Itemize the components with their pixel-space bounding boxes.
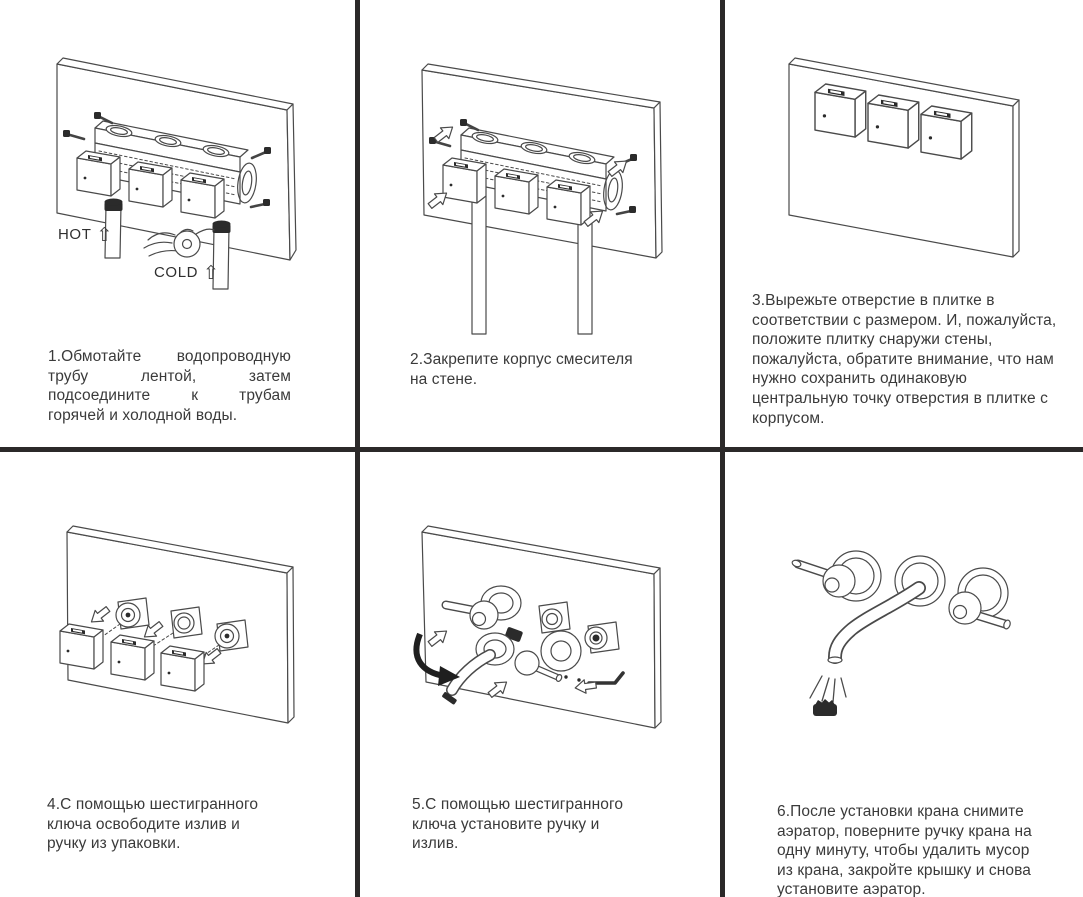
- step-1-caption: 1.Обмотайте водопроводную трубу лентой, затем подсоедините к трубам горячей и холодной воды.: [48, 348, 291, 424]
- water-spray-lines: [810, 676, 846, 702]
- step-4-panel: [0, 452, 360, 897]
- valve-box-drawing: [921, 106, 972, 159]
- step-2-caption: 2.Закрепите корпус смесителя на стене.: [410, 351, 633, 388]
- step-3-panel: [725, 0, 1083, 452]
- protective-box-drawing: [161, 646, 204, 691]
- step-5-panel: [360, 452, 725, 897]
- up-arrow-icon: ⇧: [96, 223, 113, 246]
- step-5-caption: 5.С помощью шестигранного ключа установите ручку и излив.: [412, 796, 624, 853]
- protective-box-drawing: [60, 624, 103, 669]
- valve-box-drawing: [815, 84, 866, 137]
- step-1-panel: [0, 0, 360, 452]
- step-2-panel: [360, 0, 725, 452]
- step-4-caption: 4.С помощью шестигранного ключа освободите излив и ручку из упаковки.: [47, 796, 259, 853]
- step-6-caption: 6.После установки крана снимите аэратор, поверните ручку крана на одну минуту, чтобы удалить мусор из крана, закройте крышку и снова установите аэратор.: [777, 803, 1032, 897]
- hot-label-text: HOT: [58, 226, 92, 243]
- hot-pipe-label: [58, 223, 113, 246]
- up-arrow-icon: ⇧: [203, 261, 220, 284]
- step-6-panel: [725, 452, 1083, 897]
- step-3-caption: 3.Вырежьте отверстие в плитке в соответствии с размером. И, пожалуйста, положите плитку снаружи стены, пожалуйста, обратите внимание, что нам нужно сохранить одинаковую центральную точку отверстия в плитке с корпусом.: [752, 292, 1057, 427]
- protective-box-drawing: [111, 635, 154, 680]
- cold-pipe-label: [154, 261, 220, 284]
- right-handle-drawing: [949, 568, 1011, 630]
- left-handle-drawing: [791, 551, 881, 601]
- valve-box-drawing: [868, 95, 919, 148]
- valve-cartridge-drawing: [585, 622, 619, 653]
- cold-label-text: COLD: [154, 264, 199, 281]
